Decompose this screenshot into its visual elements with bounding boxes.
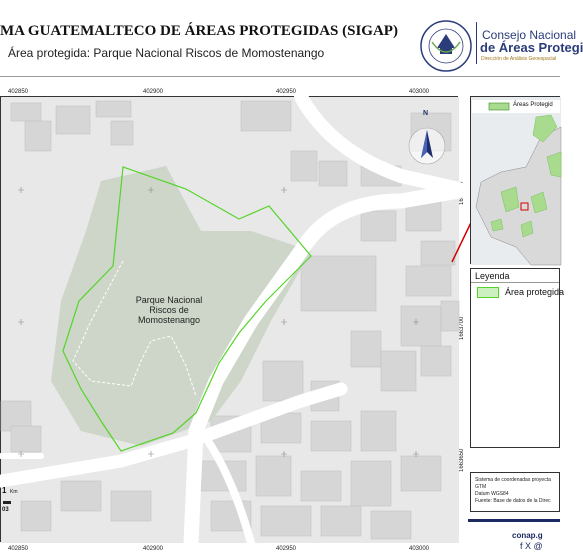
legend-divider bbox=[471, 282, 559, 283]
grid-label-x: 402900 bbox=[143, 546, 164, 552]
park-label-line: Momostenango bbox=[137, 315, 201, 325]
grid-label-y: 1663650 bbox=[459, 448, 465, 472]
inset-map bbox=[470, 96, 560, 264]
legend-swatch bbox=[477, 287, 499, 298]
park-label bbox=[109, 295, 229, 325]
north-arrow bbox=[409, 128, 445, 164]
legend-entry-label: Área protegida bbox=[505, 287, 565, 297]
info-line: Datum WGS84 bbox=[475, 491, 509, 497]
scale-unit: Km bbox=[10, 489, 18, 495]
scale-value: 1 bbox=[2, 486, 7, 495]
info-line: Sistema de coordenadas proyecta bbox=[475, 477, 551, 483]
grid-label-x: 402950 bbox=[276, 89, 297, 95]
map-subtitle: Área protegida: Parque Nacional Riscos de Momostenango bbox=[8, 46, 325, 60]
park-label-line: Parque Nacional bbox=[135, 295, 203, 305]
legend-title: Leyenda bbox=[475, 271, 510, 281]
grid-label-y: 1663750 bbox=[459, 181, 465, 205]
grid-label-x: 403000 bbox=[409, 89, 430, 95]
main-map[interactable] bbox=[0, 96, 458, 542]
logo-text-line3: Dirección de Análisis Geoespacial bbox=[481, 56, 557, 62]
grid-label-x: 402850 bbox=[8, 546, 29, 552]
inset-canvas bbox=[471, 97, 561, 265]
grid-label-x: 402850 bbox=[8, 89, 29, 95]
park-label-line: Riscos de bbox=[149, 305, 189, 315]
footer-website[interactable]: conap.g bbox=[512, 531, 543, 540]
grid-label-x: 402950 bbox=[276, 546, 297, 552]
scale-bar bbox=[3, 501, 11, 504]
map-title: MA GUATEMALTECO DE ÁREAS PROTEGIDAS (SIGAP) bbox=[0, 23, 398, 39]
grid-label-y: 1663700 bbox=[459, 316, 465, 340]
scale-number: 03 bbox=[2, 507, 9, 513]
info-line: Fuente: Base de datos de la Direc bbox=[475, 498, 551, 504]
north-label: N bbox=[423, 110, 429, 117]
logo-text-line1: Consejo Nacional bbox=[482, 28, 577, 42]
info-line: GTM bbox=[475, 484, 487, 490]
footer-bar bbox=[468, 519, 560, 522]
info-panel bbox=[470, 472, 560, 512]
social-icons[interactable]: f X @ bbox=[520, 541, 543, 551]
seal-icon bbox=[418, 18, 474, 74]
map-header bbox=[0, 0, 583, 77]
grid-label-x: 402900 bbox=[143, 89, 164, 95]
logo-text-line2: de Áreas Protegi bbox=[480, 40, 583, 55]
logo-separator bbox=[476, 22, 477, 64]
map-canvas bbox=[1, 97, 459, 543]
legend-panel bbox=[470, 268, 565, 448]
grid-label-x: 403000 bbox=[409, 546, 430, 552]
inset-legend-label: Áreas Protegid bbox=[513, 102, 553, 108]
